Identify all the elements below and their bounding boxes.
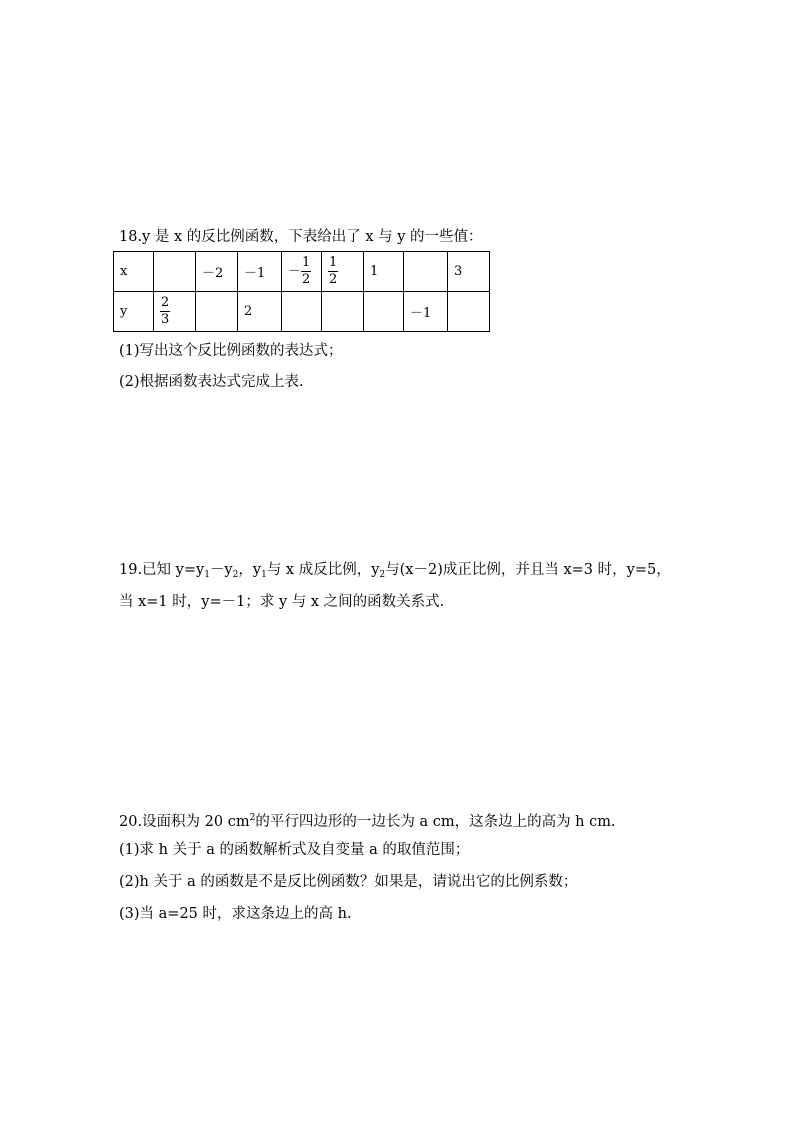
y-header-cell: y [114, 292, 154, 332]
table-cell: 1 [364, 252, 404, 292]
fraction-denominator: 2 [302, 272, 311, 287]
table-cell-two-thirds [154, 292, 196, 332]
fraction-numerator: 1 [329, 255, 338, 270]
text-run: 与 x 成反比例，y [266, 562, 380, 578]
table-cell: －1 [404, 292, 448, 332]
table-cell [448, 292, 490, 332]
x-header-cell: x [114, 252, 154, 292]
text-run: 的平行四边形的一边长为 a cm，这条边上的高为 h cm. [255, 814, 616, 830]
value-table [113, 251, 490, 332]
text-run: 20.设面积为 20 cm [119, 814, 250, 830]
q18-subquestion-2: (2)根据函数表达式完成上表. [119, 374, 304, 390]
q19-line-1 [119, 560, 671, 585]
fraction-numerator: 1 [302, 255, 311, 270]
table-cell [154, 252, 196, 292]
table-cell: 3 [448, 252, 490, 292]
table-row-x [114, 252, 490, 292]
q20-subquestion-1: (1)求 h 关于 a 的函数解析式及自变量 a 的取值范围； [119, 842, 470, 858]
q18-title: 18.y 是 x 的反比例函数，下表给出了 x 与 y 的一些值： [119, 229, 483, 245]
superscript: 2 [249, 813, 256, 823]
table-cell-neg-half [282, 252, 322, 292]
fraction-two-thirds [160, 295, 170, 328]
fraction-numerator: 2 [161, 295, 170, 310]
table-cell [404, 252, 448, 292]
fraction-neg-half [301, 255, 311, 288]
table-cell [282, 292, 322, 332]
table-cell [364, 292, 404, 332]
subscript: 2 [379, 570, 386, 580]
subscript: 1 [261, 570, 267, 580]
table-cell [322, 292, 364, 332]
q19-line-2: 当 x=1 时，y=－1；求 y 与 x 之间的函数关系式. [119, 594, 445, 610]
table-cell-half [322, 252, 364, 292]
subscript: 1 [204, 570, 210, 580]
fraction-denominator: 3 [161, 312, 170, 327]
table-cell: －2 [196, 252, 238, 292]
text-run: 与(x－2)成正比例，并且当 x=3 时，y=5， [385, 562, 671, 578]
table-cell: 2 [238, 292, 282, 332]
text-run: －y [209, 562, 233, 578]
fraction-denominator: 2 [329, 272, 338, 287]
table-cell: －1 [238, 252, 282, 292]
q20-subquestion-3: (3)当 a=25 时，求这条边上的高 h. [119, 906, 352, 922]
q20-stem [119, 808, 616, 832]
table-cell [196, 292, 238, 332]
text-run: 19.已知 y=y [119, 562, 205, 578]
fraction-half [328, 255, 338, 288]
q20-subquestion-2: (2)h 关于 a 的函数是不是反比例函数？如果是，请说出它的比例系数； [119, 874, 578, 890]
table-row-y [114, 292, 490, 332]
text-run: ，y [238, 562, 262, 578]
q18-subquestion-1: (1)写出这个反比例函数的表达式； [119, 343, 343, 359]
minus-sign: － [288, 264, 302, 279]
subscript: 2 [232, 570, 239, 580]
